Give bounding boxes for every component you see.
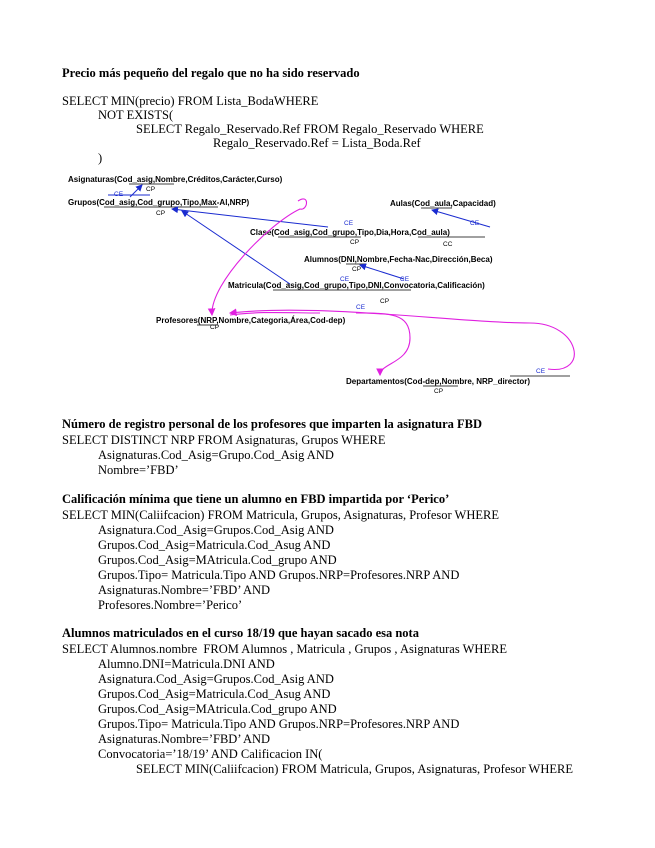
sql-line: Regalo_Reservado.Ref = Lista_Boda.Ref	[213, 136, 421, 150]
sql-line: Grupos.Cod_Asig=MAtricula.Cod_grupo AND	[98, 553, 337, 567]
table-aulas: Aulas(Cod_aula,Capacidad)	[390, 199, 496, 208]
sql-line: NOT EXISTS(	[98, 108, 174, 122]
cp-label: CP	[352, 266, 362, 273]
sql-line: Asignatura.Cod_Asig=Grupos.Cod_Asig AND	[98, 672, 334, 686]
table-matricula: Matricula(Cod_asig,Cod_grupo,Tipo,DNI,Convocatoria,Calificación)	[228, 281, 485, 290]
sql-line: SELECT Regalo_Reservado.Ref FROM Regalo_Reservado WHERE	[136, 122, 484, 136]
cc-label: CC	[443, 241, 453, 248]
sql-line: Grupos.Tipo= Matricula.Tipo AND Grupos.NRP=Profesores.NRP AND	[98, 568, 460, 582]
sql-line: Asignaturas.Nombre=’FBD’ AND	[98, 583, 271, 597]
section-heading-2: Número de registro personal de los profesores que imparten la asignatura FBD	[62, 417, 483, 431]
cp-label: CP	[350, 239, 360, 246]
cp-label: CP	[210, 324, 220, 331]
table-clase: Clase(Cod_asig,Cod_grupo,Tipo,Dia,Hora,Cod_aula)	[250, 228, 450, 237]
sql-line: Profesores.Nombre=’Perico’	[98, 598, 243, 612]
section-heading-3: Calificación mínima que tiene un alumno en FBD impartida por ‘Perico’	[62, 492, 450, 506]
ce-label: CE	[536, 368, 546, 375]
sql-line: SELECT DISTINCT NRP FROM Asignaturas, Grupos WHERE	[62, 433, 386, 447]
sql-line: Grupos.Cod_Asig=Matricula.Cod_Asug AND	[98, 687, 331, 701]
sql-line: Grupos.Cod_Asig=MAtricula.Cod_grupo AND	[98, 702, 337, 716]
cp-label: CP	[380, 298, 390, 305]
ce-label: CE	[114, 191, 124, 198]
table-profesores: Profesores(NRP,Nombre,Categoria,Área,Cod-dep)	[156, 316, 346, 325]
section-heading-4: Alumnos matriculados en el curso 18/19 que hayan sacado esa nota	[62, 626, 419, 640]
cp-label: CP	[156, 210, 166, 217]
sql-line: )	[98, 151, 103, 165]
cp-label: CP	[146, 186, 156, 193]
sql-line: Convocatoria=’18/19’ AND Calificacion IN(	[98, 747, 323, 761]
sql-line: SELECT MIN(Caliifcacion) FROM Matricula, Grupos, Asignaturas, Profesor WHERE	[136, 762, 573, 776]
ce-label: CE	[344, 220, 354, 227]
sql-line: SELECT MIN(precio) FROM Lista_BodaWHERE	[62, 94, 319, 108]
relational-schema-diagram	[60, 163, 595, 403]
sql-line: SELECT MIN(Caliifcacion) FROM Matricula, Grupos, Asignaturas, Profesor WHERE	[62, 508, 499, 522]
sql-line: Asignatura.Cod_Asig=Grupos.Cod_Asig AND	[98, 523, 334, 537]
cp-label: CP	[434, 388, 444, 395]
table-grupos: Grupos(Cod_asig,Cod_grupo,Tipo,Max-Al,NRP)	[68, 198, 250, 207]
ce-label: CE	[356, 304, 366, 311]
sql-line: Grupos.Tipo= Matricula.Tipo AND Grupos.NRP=Profesores.NRP AND	[98, 717, 460, 731]
sql-line: SELECT Alumnos.nombre FROM Alumnos , Matricula , Grupos , Asignaturas WHERE	[62, 642, 508, 656]
sql-line: Grupos.Cod_Asig=Matricula.Cod_Asug AND	[98, 538, 331, 552]
table-asignaturas: Asignaturas(Cod_asig,Nombre,Créditos,Carácter,Curso)	[68, 175, 283, 184]
sql-line: Nombre=’FBD’	[98, 463, 179, 477]
sql-line: Asignaturas.Cod_Asig=Grupo.Cod_Asig AND	[98, 448, 334, 462]
ce-label: CE	[400, 276, 410, 283]
ce-label: CE	[470, 220, 480, 227]
table-alumnos: Alumnos(DNI,Nombre,Fecha-Nac,Dirección,Beca)	[304, 255, 493, 264]
sql-line: Asignaturas.Nombre=’FBD’ AND	[98, 732, 271, 746]
section-heading-1: Precio más pequeño del regalo que no ha sido reservado	[62, 66, 360, 80]
table-departamentos: Departamentos(Cod-dep,Nombre, NRP_director)	[346, 377, 531, 386]
sql-line: Alumno.DNI=Matricula.DNI AND	[98, 657, 275, 671]
ce-label: CE	[340, 276, 350, 283]
